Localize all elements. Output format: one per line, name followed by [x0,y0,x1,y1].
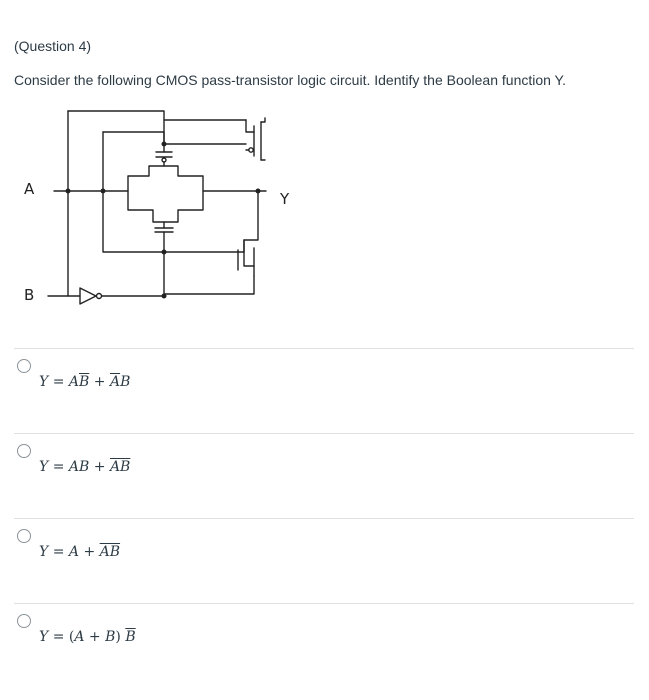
radio-button[interactable] [17,444,31,458]
answer-option-2[interactable] [14,433,634,518]
input-a-label: A [24,180,35,198]
question-prompt: Consider the following CMOS pass-transistor logic circuit. Identify the Boolean function Y. [14,72,566,88]
input-b-label: B [24,286,35,304]
answer-formula: $Y = A\overline{B} + \overline{A}B$ [39,374,131,390]
question-number: (Question 4) [14,38,92,54]
answer-option-3[interactable] [14,518,634,603]
radio-button[interactable] [17,614,31,628]
cmos-circuit-diagram [18,104,308,314]
answer-option-1[interactable] [14,348,634,433]
radio-button[interactable] [17,359,31,373]
radio-button[interactable] [17,529,31,543]
output-y-label: Y [280,190,290,208]
answer-formula: Y = (A + B) $\overline{B}$ [39,629,136,645]
answer-formula: $Y = A + \overline{AB}$ [39,544,121,560]
answer-list [14,348,634,688]
answer-option-4[interactable] [14,603,634,688]
answer-formula: Y = AB + $\overline{AB}$ [39,459,131,475]
